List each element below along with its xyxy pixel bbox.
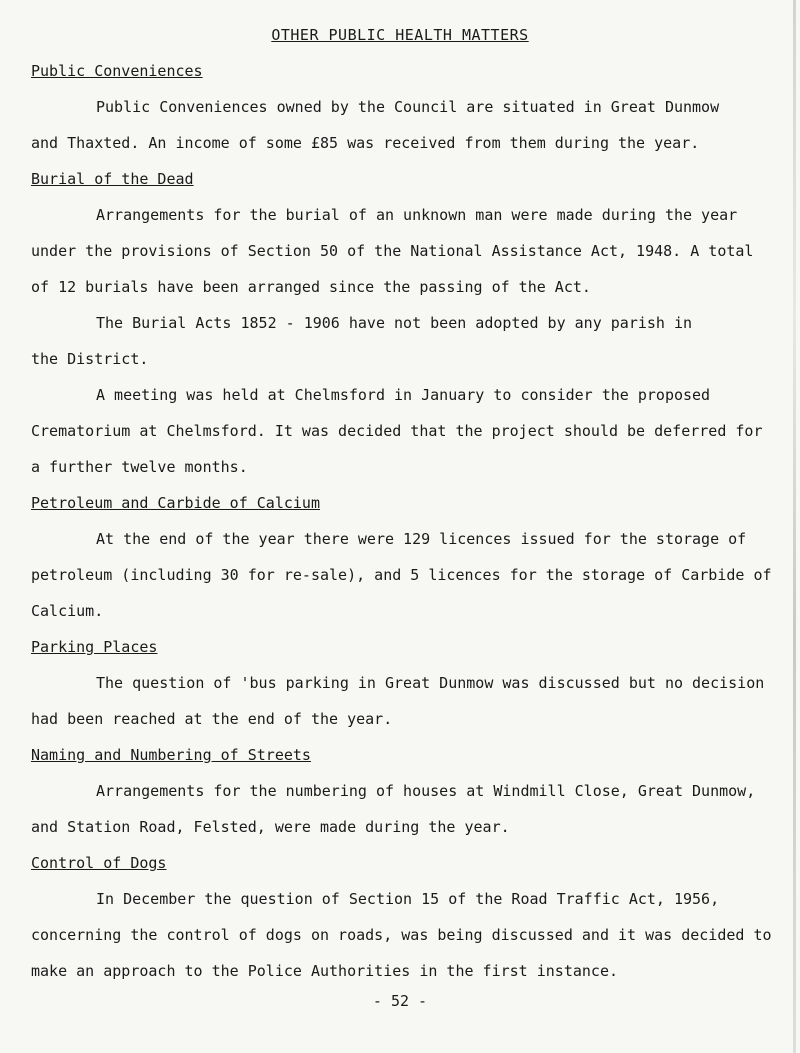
paragraph-line: Public Conveniences owned by the Council are situated in Great Dunmow bbox=[96, 98, 720, 116]
paragraph-line: had been reached at the end of the year. bbox=[31, 710, 393, 728]
heading-petroleum-carbide: Petroleum and Carbide of Calcium bbox=[31, 494, 320, 512]
paragraph-line: At the end of the year there were 129 licences issued for the storage of bbox=[96, 530, 747, 548]
paragraph-line: of 12 burials have been arranged since the passing of the Act. bbox=[31, 278, 591, 296]
paragraph-line: and Thaxted. An income of some £85 was received from them during the year. bbox=[31, 134, 700, 152]
paragraph-line: and Station Road, Felsted, were made during the year. bbox=[31, 818, 510, 836]
heading-parking-places: Parking Places bbox=[31, 638, 158, 656]
paragraph-line: The Burial Acts 1852 - 1906 have not been adopted by any parish in bbox=[96, 314, 693, 332]
paragraph-line: under the provisions of Section 50 of the National Assistance Act, 1948. A total bbox=[31, 242, 754, 260]
paragraph-line: make an approach to the Police Authorities in the first instance. bbox=[31, 962, 618, 980]
heading-naming-numbering-streets: Naming and Numbering of Streets bbox=[31, 746, 311, 764]
heading-control-of-dogs: Control of Dogs bbox=[31, 854, 167, 872]
paragraph-line: the District. bbox=[31, 350, 149, 368]
paragraph-line: The question of 'bus parking in Great Dunmow was discussed but no decision bbox=[96, 674, 765, 692]
paragraph-line: A meeting was held at Chelmsford in January to consider the proposed bbox=[96, 386, 711, 404]
page-title: OTHER PUBLIC HEALTH MATTERS bbox=[271, 26, 529, 44]
paragraph-line: a further twelve months. bbox=[31, 458, 248, 476]
paragraph-line: petroleum (including 30 for re-sale), and 5 licences for the storage of Carbide of bbox=[31, 566, 772, 584]
paragraph-line: Crematorium at Chelmsford. It was decided that the project should be deferred for bbox=[31, 422, 763, 440]
page-number: - 52 - bbox=[372, 992, 428, 1010]
heading-burial-of-the-dead: Burial of the Dead bbox=[31, 170, 194, 188]
paragraph-line: Arrangements for the burial of an unknown man were made during the year bbox=[96, 206, 738, 224]
paragraph-line: concerning the control of dogs on roads, was being discussed and it was decided to bbox=[31, 926, 772, 944]
page-edge-shadow bbox=[793, 0, 796, 1053]
paragraph-line: Calcium. bbox=[31, 602, 104, 620]
paragraph-line: In December the question of Section 15 of the Road Traffic Act, 1956, bbox=[96, 890, 720, 908]
paragraph-line: Arrangements for the numbering of houses at Windmill Close, Great Dunmow, bbox=[96, 782, 756, 800]
heading-public-conveniences: Public Conveniences bbox=[31, 62, 203, 80]
